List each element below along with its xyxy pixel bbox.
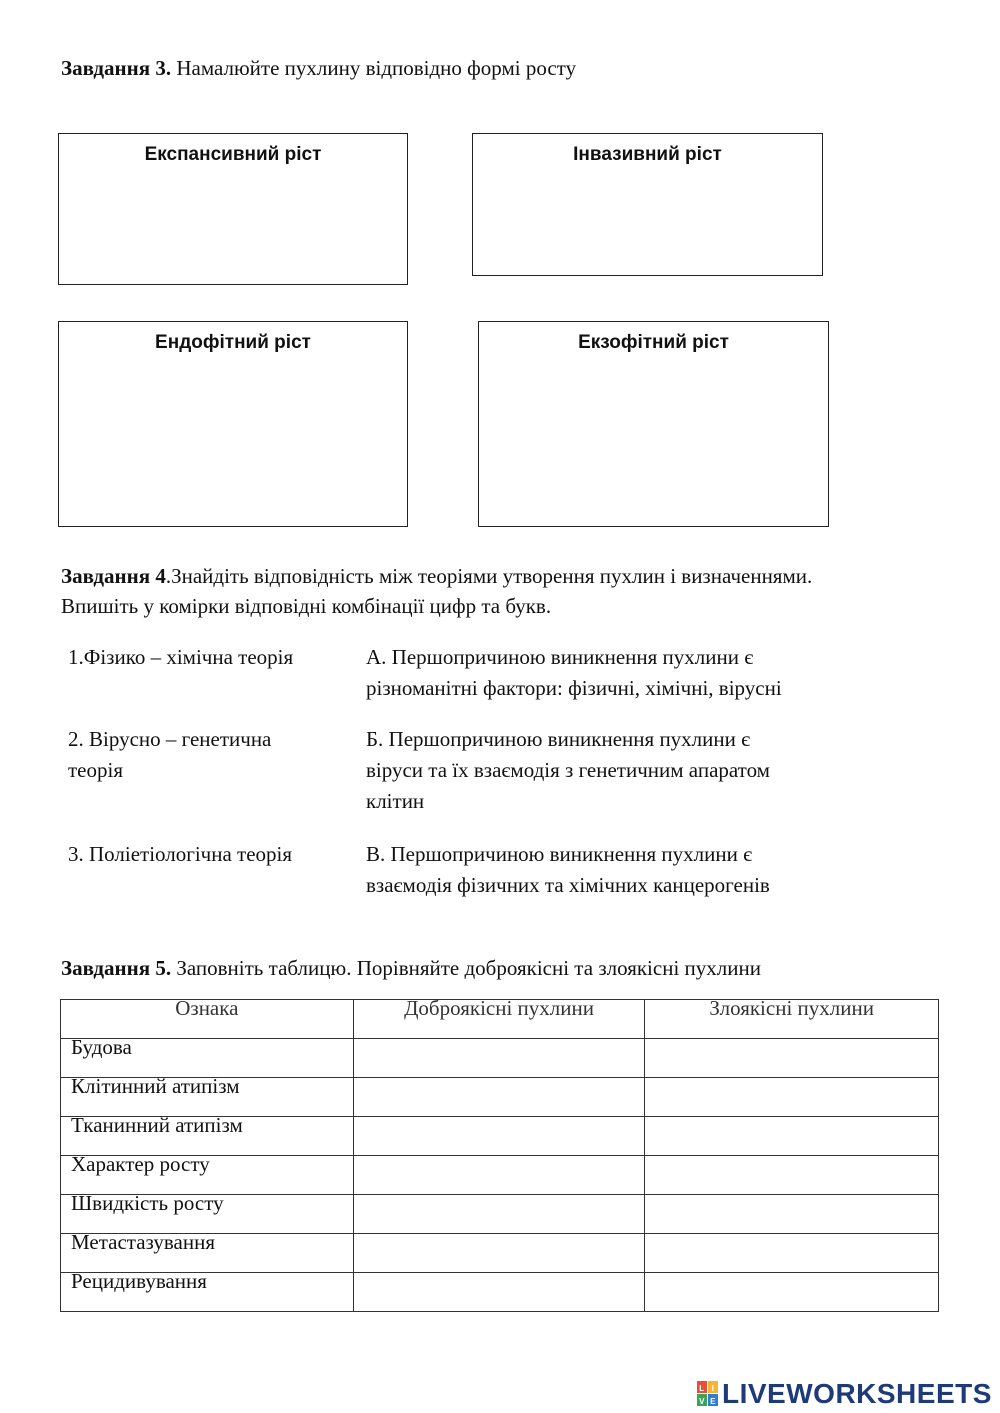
theory-name: 2. Вірусно – генетична теорія xyxy=(68,727,272,782)
malignant-cell[interactable] xyxy=(645,1195,939,1234)
header-benign: Доброякісні пухлини xyxy=(353,1000,645,1039)
drawing-box-endophytic[interactable] xyxy=(58,321,408,527)
task3-label: Завдання 3. xyxy=(61,56,172,80)
header-malignant: Злоякісні пухлини xyxy=(645,1000,939,1039)
table-row xyxy=(61,1078,939,1117)
theory-definition: А. Першопричиною виникнення пухлини є різноманітні фактори: фізичні, хімічні, вірусні xyxy=(366,645,782,700)
benign-cell[interactable] xyxy=(353,1234,645,1273)
malignant-cell[interactable] xyxy=(645,1078,939,1117)
theory-name: 3. Поліетіологічна теорія xyxy=(68,842,293,866)
row-label: Клітинний атипізм xyxy=(61,1078,354,1117)
row-label: Будова xyxy=(61,1039,354,1078)
benign-cell[interactable] xyxy=(353,1195,645,1234)
box-title: Інвазивний ріст xyxy=(573,144,722,165)
malignant-cell[interactable] xyxy=(645,1273,939,1312)
task4-label: Завдання 4 xyxy=(61,564,166,588)
liveworksheets-logo-icon xyxy=(697,1381,719,1407)
benign-cell[interactable] xyxy=(353,1273,645,1312)
task4-text-line2: Впишіть у комірки відповідні комбінації цифр та букв. xyxy=(61,594,552,618)
malignant-cell[interactable] xyxy=(645,1234,939,1273)
task5-label: Завдання 5. xyxy=(61,956,172,980)
brand-text: LIVEWORKSHEETS xyxy=(722,1378,992,1409)
benign-cell[interactable] xyxy=(353,1156,645,1195)
malignant-cell[interactable] xyxy=(645,1117,939,1156)
table-row xyxy=(61,1039,939,1078)
task4-text-line1: .Знайдіть відповідність між теоріями утворення пухлин і визначеннями. xyxy=(165,564,813,588)
drawing-box-exophytic[interactable] xyxy=(478,321,829,527)
theory-definition: Б. Першопричиною виникнення пухлини є віруси та їх взаємодія з генетичним апаратом клітин xyxy=(366,727,770,813)
table-row xyxy=(61,1117,939,1156)
table-header-row xyxy=(61,1000,939,1039)
logo-letter: I xyxy=(711,1384,715,1393)
row-label: Рецидивування xyxy=(61,1273,354,1312)
liveworksheets-brand[interactable] xyxy=(697,1378,992,1410)
task3-text: Намалюйте пухлину відповідно формі росту xyxy=(171,56,577,80)
table-row xyxy=(61,1156,939,1195)
box-title: Екзофітний ріст xyxy=(578,332,729,353)
row-label: Метастазування xyxy=(61,1234,354,1273)
table-row xyxy=(61,1234,939,1273)
table-row xyxy=(61,1195,939,1234)
comparison-table xyxy=(60,996,939,1312)
box-title: Експансивний ріст xyxy=(144,144,322,165)
benign-cell[interactable] xyxy=(353,1117,645,1156)
theory-name: 1.Фізико – хімічна теорія xyxy=(68,645,294,669)
row-label: Швидкість росту xyxy=(61,1195,354,1234)
logo-letter: L xyxy=(699,1384,705,1393)
row-label: Характер росту xyxy=(61,1156,354,1195)
task5-heading xyxy=(61,953,761,983)
logo-letter: V xyxy=(699,1397,705,1406)
header-feature: Ознака xyxy=(61,1000,354,1039)
theory-definition: В. Першопричиною виникнення пухлини є взаємодія фізичних та хімічних канцерогенів xyxy=(366,842,770,897)
benign-cell[interactable] xyxy=(353,1039,645,1078)
task4-heading xyxy=(61,561,941,621)
logo-letter: E xyxy=(710,1397,716,1406)
task3-heading xyxy=(61,53,576,83)
drawing-box-invasive[interactable] xyxy=(472,133,823,276)
table-row xyxy=(61,1273,939,1312)
row-label: Тканинний атипізм xyxy=(61,1117,354,1156)
box-title: Ендофітний ріст xyxy=(155,332,311,353)
malignant-cell[interactable] xyxy=(645,1156,939,1195)
benign-cell[interactable] xyxy=(353,1078,645,1117)
malignant-cell[interactable] xyxy=(645,1039,939,1078)
task5-text: Заповніть таблицю. Порівняйте доброякісні та злоякісні пухлини xyxy=(171,956,761,980)
drawing-box-expansive[interactable] xyxy=(58,133,408,285)
